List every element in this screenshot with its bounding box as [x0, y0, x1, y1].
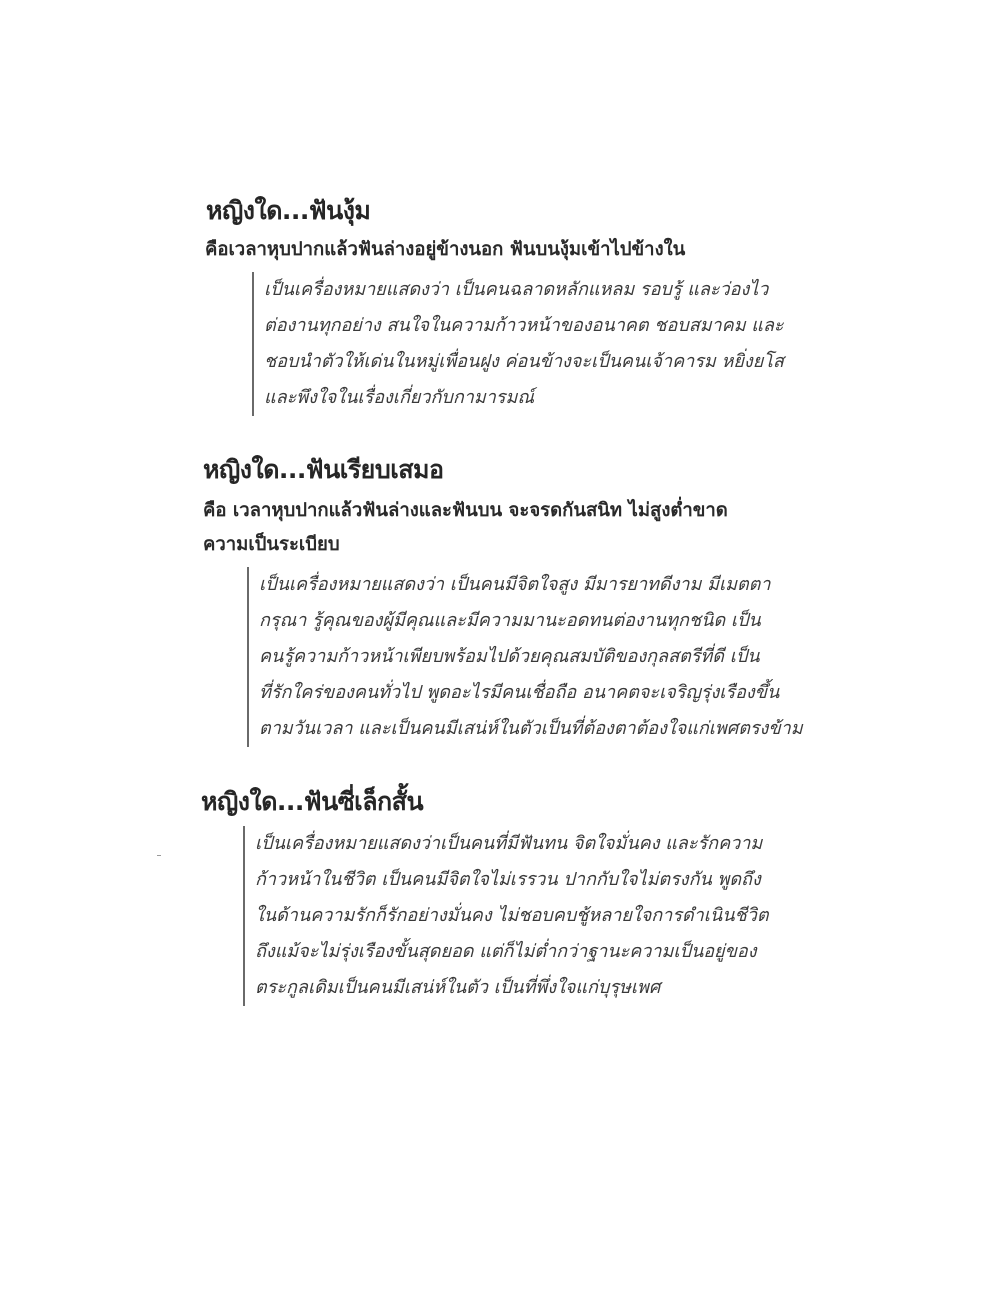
section-body	[252, 272, 784, 416]
section-title: หญิงใด...ฟันงุ้ม	[206, 196, 371, 225]
section-title: หญิงใด...ฟันซี่เล็กสั้น	[201, 787, 424, 816]
scan-speck	[157, 855, 161, 856]
body-line: ที่รักใคร่ของคนทั่วไป พูดอะไรมีคนเชื่อถือ อนาคตจะเจริญรุ่งเรืองขึ้น	[259, 682, 780, 703]
section-subtitle-line: คือเวลาหุบปากแล้วฟันล่างอยู่ข้างนอก ฟันบนงุ้มเข้าไปข้างใน	[205, 239, 686, 260]
body-line: ในด้านความรักก็รักอย่างมั่นคง ไม่ชอบคบชู้หลายใจการดำเนินชีวิต	[255, 905, 769, 926]
body-line: กรุณา รู้คุณของผู้มีคุณและมีความมานะอดทนต่องานทุกชนิด เป็น	[259, 610, 761, 631]
body-line: และพึงใจในเรื่องเกี่ยวกับกามารมณ์	[264, 387, 535, 408]
body-line: ต่องานทุกอย่าง สนใจในความก้าวหน้าของอนาคต ชอบสมาคม และ	[264, 315, 784, 336]
body-line: ก้าวหน้าในชีวิต เป็นคนมีจิตใจไม่เรรวน ปากกับใจไม่ตรงกัน พูดถึง	[255, 869, 761, 890]
body-line: ชอบนำตัวให้เด่นในหมู่เพื่อนฝูง ค่อนข้างจะเป็นคนเจ้าคารม หยิ่งยโส	[264, 351, 784, 372]
body-line: ตระกูลเดิมเป็นคนมีเสน่ห์ในตัว เป็นที่พึ่งใจแก่บุรุษเพศ	[255, 977, 661, 998]
section-body	[247, 567, 803, 747]
body-line: ตามวันเวลา และเป็นคนมีเสน่ห์ในตัวเป็นที่ต้องตาต้องใจแก่เพศตรงข้าม	[259, 718, 803, 739]
body-line: คนรู้ความก้าวหน้าเพียบพร้อมไปด้วยคุณสมบัติของกุลสตรีที่ดี เป็น	[259, 646, 760, 667]
body-line: เป็นเครื่องหมายแสดงว่า เป็นคนมีจิตใจสูง มีมารยาทดีงาม มีเมตตา	[259, 574, 771, 595]
body-line: ถึงแม้จะไม่รุ่งเรืองขั้นสุดยอด แต่ก็ไม่ต่ำกว่าฐานะความเป็นอยู่ของ	[255, 941, 757, 962]
section-subtitle-line: คือ เวลาหุบปากแล้วฟันล่างและฟันบน จะจรดกันสนิท ไม่สูงต่ำขาด	[203, 500, 728, 521]
section-subtitle-line: ความเป็นระเบียบ	[203, 534, 340, 555]
section-body	[243, 826, 769, 1006]
body-line: เป็นเครื่องหมายแสดงว่า เป็นคนฉลาดหลักแหลม รอบรู้ และว่องไว	[264, 279, 769, 300]
section-title: หญิงใด...ฟันเรียบเสมอ	[203, 455, 444, 484]
body-line: เป็นเครื่องหมายแสดงว่าเป็นคนที่มีฟันทน จิตใจมั่นคง และรักความ	[255, 833, 763, 854]
